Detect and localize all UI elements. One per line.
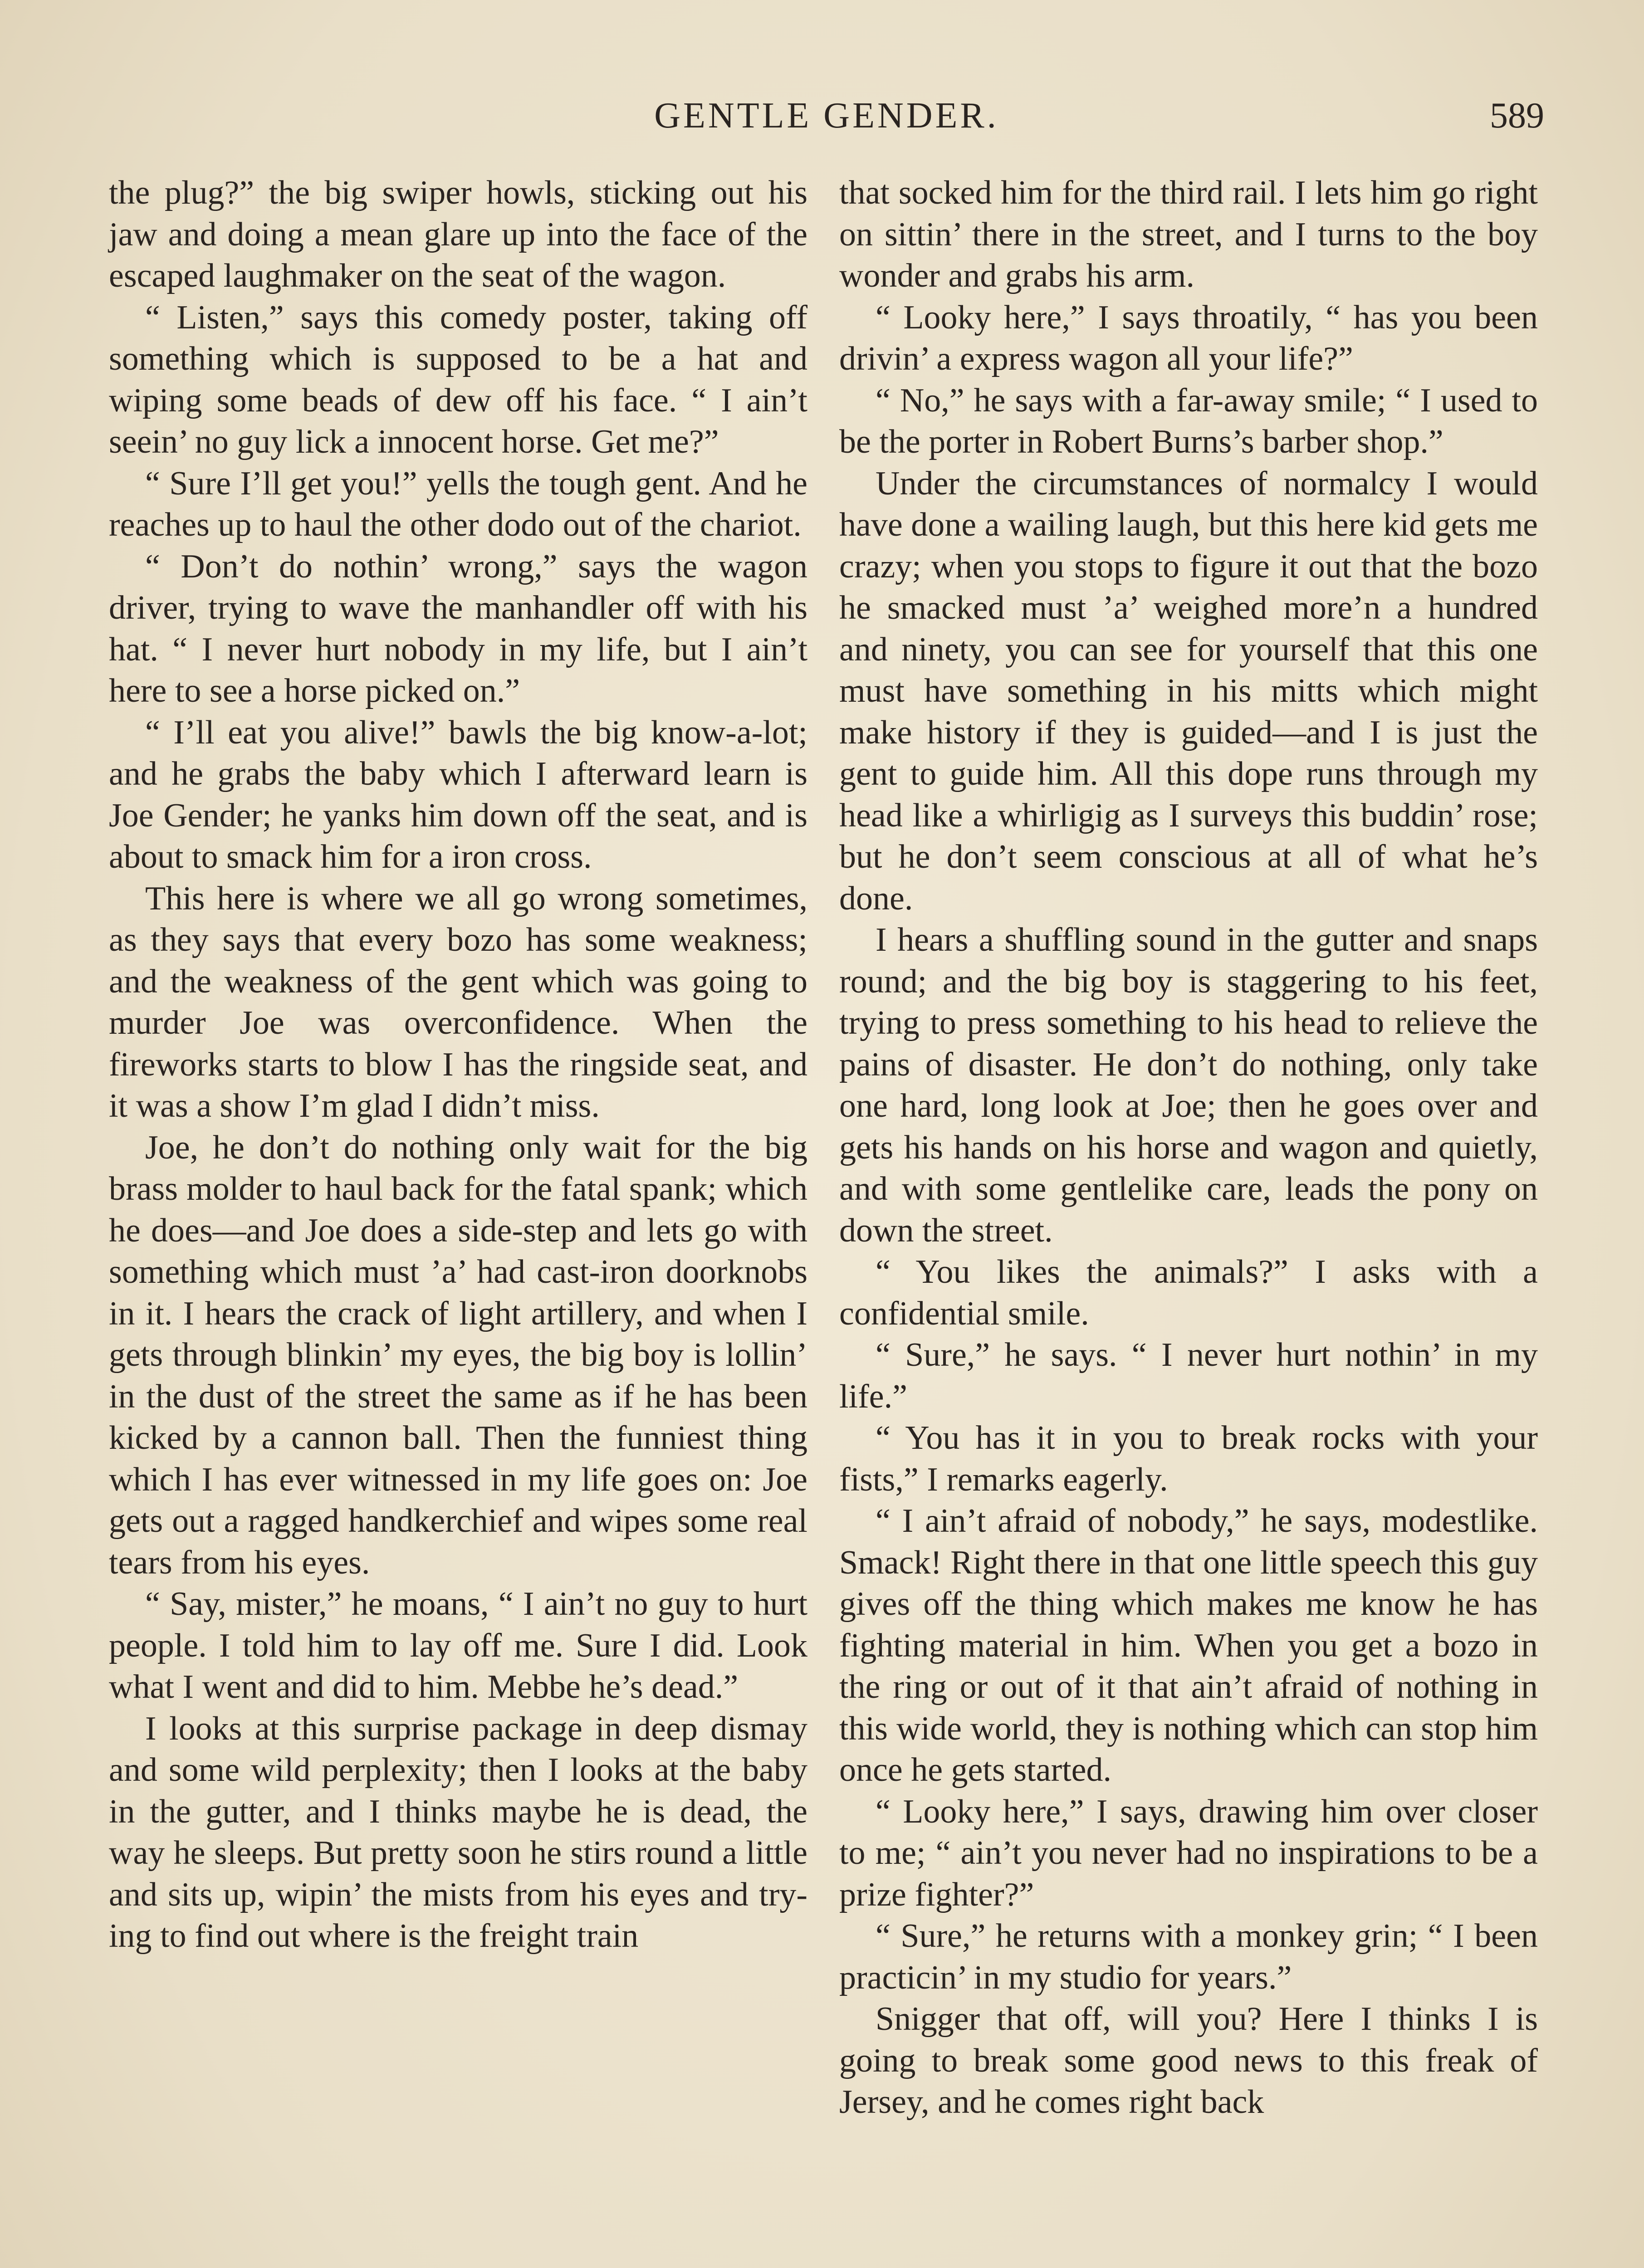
paragraph: “ I ain’t afraid of nobody,” he says, modestlike. Smack! Right there in that one little speech this guy gives off the thing which makes me know he has fighting material in him. When you get a bozo in the ring or out of it that ain’t afraid of nothing in this wide world, they is nothing which can stop him once he gets started. <box>839 1502 1538 1789</box>
paragraph: “ Looky here,” I says throatily, “ has you been drivin’ a express wagon all your life?” <box>839 298 1538 377</box>
page-header <box>109 95 1544 145</box>
paragraph: “ You likes the animals?” I asks with a confidential smile. <box>839 1253 1538 1332</box>
paragraph: “ Don’t do nothin’ wrong,” says the wagon driver, trying to wave the manhandler off with his hat. “ I never hurt nobody in my life, but I ain’t here to see a horse picked on.” <box>109 547 807 709</box>
paragraph: the plug?” the big swiper howls, sticking out his jaw and doing a mean glare up into the face of the escaped laughmaker on the seat of the wagon. <box>109 174 807 294</box>
paragraph: “ I’ll eat you alive!” bawls the big know-a-lot; and he grabs the baby which I afterward learn is Joe Gender; he yanks him down off the seat, and is about to smack him for a iron cross. <box>109 714 807 875</box>
paragraph: “ Say, mister,” he moans, “ I ain’t no guy to hurt people. I told him to lay off me. Sure I did. Look what I went and did to him. Mebbe he’s dead.” <box>109 1585 807 1706</box>
paragraph: “ You has it in you to break rocks with your fists,” I remarks eagerly. <box>839 1419 1538 1498</box>
paragraph: Joe, he don’t do nothing only wait for the big brass molder to haul back for the fatal spank; which he does—and Joe does a side-step and lets go with something which must ’a’ had cast-iron doorknobs in it. I hears the crack of light artillery, and when I gets through blinkin’ my eyes, the big boy is lollin’ in the dust of the street the same as if he has been kicked by a cannon ball. Then the funniest thing which I has ever witnessed in my life goes on: Joe gets out a ragged handkerchief and wipes some real tears from his eyes. <box>109 1129 807 1581</box>
paragraph: “ Looky here,” I says, drawing him over closer to me; “ ain’t you never had no inspirations to be a prize fighter?” <box>839 1793 1538 1913</box>
paragraph: I looks at this surprise package in deep dismay and some wild perplexity; then I looks at the baby in the gutter, and I thinks maybe he is dead, the way he sleeps. But pretty soon he stirs round a little and sits up, wipin’ the mists from his eyes and trying to find out where is the freight train <box>109 1710 807 1955</box>
paragraph: This here is where we all go wrong sometimes, as they says that every bozo has some weakness; and the weakness of the gent which was going to murder Joe was overconfidence. When the fireworks starts to blow I has the ringside seat, and it was a show I’m glad I didn’t miss. <box>109 880 807 1124</box>
paragraph: I hears a shuffling sound in the gutter and snaps round; and the big boy is staggering to his feet, trying to press something to his head to relieve the pains of disaster. He don’t do nothing, only take one hard, long look at Joe; then he goes over and gets his hands on his horse and wagon and quietly, and with some gentlelike care, leads the pony on down the street. <box>839 921 1538 1249</box>
paragraph: “ Sure I’ll get you!” yells the tough gent. And he reaches up to haul the other dodo out of the chariot. <box>109 464 807 543</box>
paragraph: “ No,” he says with a far-away smile; “ I used to be the porter in Robert Burns’s barber shop.” <box>839 381 1538 460</box>
running-title: GENTLE GENDER. <box>654 96 999 136</box>
paragraph: “ Listen,” says this comedy poster, taking off something which is supposed to be a hat and wiping some beads of dew off his face. “ I ain’t seein’ no guy lick a innocent horse. Get me?” <box>109 298 807 460</box>
right-column <box>839 172 1538 2123</box>
paragraph: that socked him for the third rail. I lets him go right on sittin’ there in the street, and I turns to the boy wonder and grabs his arm. <box>839 174 1538 294</box>
page-number: 589 <box>1490 96 1544 136</box>
paragraph: Under the circumstances of normalcy I would have done a wailing laugh, but this here kid gets me crazy; when you stops to figure it out that the bozo he smacked must ’a’ weighed more’n a hundred and ninety, you can see for yourself that this one must have something in his mitts which might make history if they is guided—and I is just the gent to guide him. All this dope runs through my head like a whirligig as I surveys this buddin’ rose; but he don’t seem conscious at all of what he’s done. <box>839 464 1538 917</box>
paragraph: Snigger that off, will you? Here I thinks I is going to break some good news to this freak of Jersey, and he comes right back <box>839 2000 1538 2121</box>
left-column <box>109 172 807 1957</box>
paragraph: “ Sure,” he says. “ I never hurt nothin’ in my life.” <box>839 1336 1538 1415</box>
paragraph: “ Sure,” he returns with a monkey grin; “ I been practicin’ in my studio for years.” <box>839 1917 1538 1996</box>
